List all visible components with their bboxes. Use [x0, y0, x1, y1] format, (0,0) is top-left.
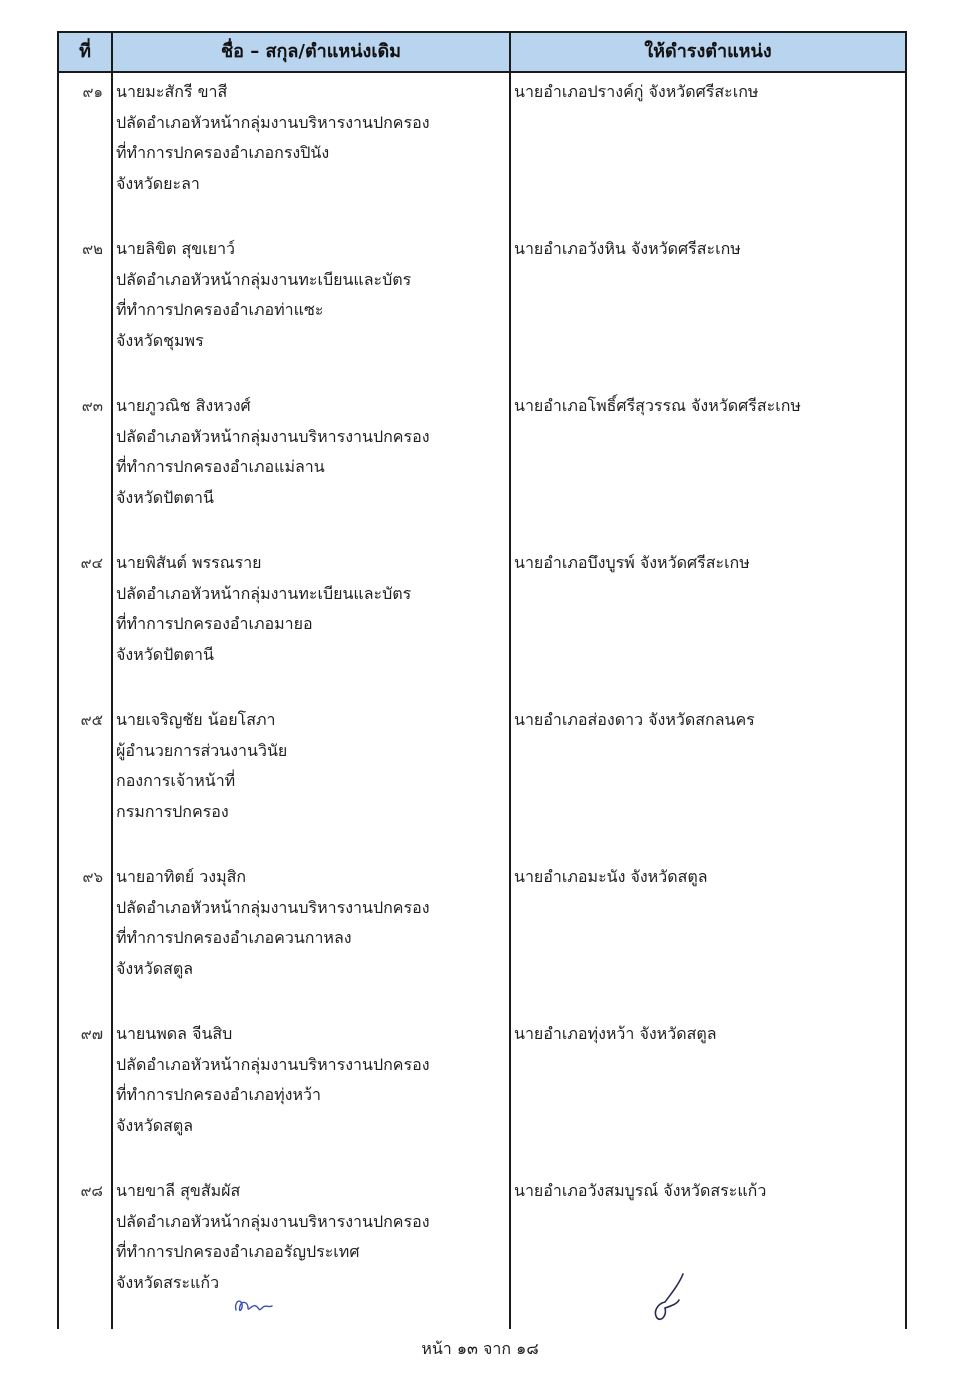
new-position: นายอำเภอโพธิ์ศรีสุวรรณ จังหวัดศรีสะเกษ	[514, 396, 801, 415]
row-number: ๙๘	[80, 1182, 103, 1200]
old-province: จังหวัดสตูล	[116, 1115, 194, 1135]
person-name: นายอาทิตย์ วงมุสิก	[116, 867, 247, 886]
table-header	[59, 33, 905, 73]
header-number: ที่	[79, 41, 91, 62]
old-province: จังหวัดสตูล	[116, 958, 194, 978]
row-person-details	[116, 705, 506, 827]
initial-signature-left	[230, 1290, 280, 1320]
new-position: นายอำเภอวังหิน จังหวัดศรีสะเกษ	[514, 239, 741, 258]
row-number: ๙๒	[82, 240, 103, 258]
table-row	[59, 705, 905, 862]
new-position: นายอำเภอส่องดาว จังหวัดสกลนคร	[514, 710, 755, 729]
row-person-details	[116, 548, 506, 670]
person-name: นายเจริญชัย น้อยโสภา	[116, 710, 276, 729]
person-name: นายมะสักรี ขาสี	[116, 82, 228, 101]
table-row	[59, 1019, 905, 1176]
initial-signature-right	[645, 1270, 695, 1325]
appointment-table	[57, 31, 907, 1329]
old-office: ที่ทำการปกครองอำเภอควนกาหลง	[116, 928, 352, 947]
person-name: นายนพดล จีนสิบ	[116, 1024, 233, 1043]
old-position: ปลัดอำเภอหัวหน้ากลุ่มงานทะเบียนและบัตร	[116, 269, 412, 289]
old-office: ที่ทำการปกครองอำเภออรัญประเทศ	[116, 1242, 360, 1261]
new-position: นายอำเภอมะนัง จังหวัดสตูล	[514, 867, 708, 886]
old-office: กองการเจ้าหน้าที่	[116, 771, 236, 790]
row-person-details	[116, 862, 506, 984]
old-office: ที่ทำการปกครองอำเภอท่าแซะ	[116, 300, 324, 319]
old-office: ที่ทำการปกครองอำเภอแม่ลาน	[116, 457, 325, 476]
old-position: ปลัดอำเภอหัวหน้ากลุ่มงานทะเบียนและบัตร	[116, 583, 412, 603]
old-position: ปลัดอำเภอหัวหน้ากลุ่มงานบริหารงานปกครอง	[116, 897, 430, 917]
header-new-position: ให้ดำรงตำแหน่ง	[644, 41, 772, 62]
table-row	[59, 391, 905, 548]
new-position: นายอำเภอปรางค์กู่ จังหวัดศรีสะเกษ	[514, 82, 759, 101]
row-number: ๙๑	[82, 83, 103, 101]
row-number: ๙๕	[80, 711, 103, 729]
new-position: นายอำเภอวังสมบูรณ์ จังหวัดสระแก้ว	[514, 1181, 767, 1200]
old-position: ปลัดอำเภอหัวหน้ากลุ่มงานบริหารงานปกครอง	[116, 1054, 430, 1074]
old-position: ปลัดอำเภอหัวหน้ากลุ่มงานบริหารงานปกครอง	[116, 112, 430, 132]
row-person-details	[116, 1176, 506, 1298]
row-person-details	[116, 1019, 506, 1141]
row-number: ๙๗	[80, 1025, 103, 1043]
old-position: ปลัดอำเภอหัวหน้ากลุ่มงานบริหารงานปกครอง	[116, 426, 430, 446]
person-name: นายลิขิต สุขเยาว์	[116, 239, 236, 258]
old-province: จังหวัดสระแก้ว	[116, 1272, 220, 1292]
table-row	[59, 234, 905, 391]
row-person-details	[116, 391, 506, 513]
row-number: ๙๖	[82, 868, 103, 886]
row-number: ๙๔	[80, 554, 103, 572]
new-position: นายอำเภอบึงบูรพ์ จังหวัดศรีสะเกษ	[514, 553, 750, 572]
old-province: จังหวัดยะลา	[116, 173, 200, 193]
old-province: จังหวัดปัตตานี	[116, 644, 214, 664]
old-office: ที่ทำการปกครองอำเภอกรงปินัง	[116, 143, 330, 162]
old-office: ที่ทำการปกครองอำเภอทุ่งหว้า	[116, 1085, 321, 1104]
old-province: กรมการปกครอง	[116, 801, 229, 821]
person-name: นายพิสันต์ พรรณราย	[116, 553, 262, 572]
new-position: นายอำเภอทุ่งหว้า จังหวัดสตูล	[514, 1024, 717, 1043]
person-name: นายภูวณิช สิงหวงศ์	[116, 396, 251, 415]
table-row	[59, 548, 905, 705]
old-position: ปลัดอำเภอหัวหน้ากลุ่มงานบริหารงานปกครอง	[116, 1211, 430, 1231]
page-number: หน้า ๑๓ จาก ๑๘	[421, 1339, 539, 1358]
table-row	[59, 862, 905, 1019]
person-name: นายขาลี สุขสัมผัส	[116, 1181, 241, 1200]
table-row	[59, 1176, 905, 1333]
table-row	[59, 77, 905, 234]
row-person-details	[116, 77, 506, 199]
old-province: จังหวัดชุมพร	[116, 330, 204, 350]
row-person-details	[116, 234, 506, 356]
old-province: จังหวัดปัตตานี	[116, 487, 214, 507]
header-name-old-position: ชื่อ – สกุล/ตำแหน่งเดิม	[220, 41, 402, 62]
old-position: ผู้อำนวยการส่วนงานวินัย	[116, 740, 288, 760]
row-number: ๙๓	[81, 397, 103, 415]
old-office: ที่ทำการปกครองอำเภอมายอ	[116, 614, 313, 633]
